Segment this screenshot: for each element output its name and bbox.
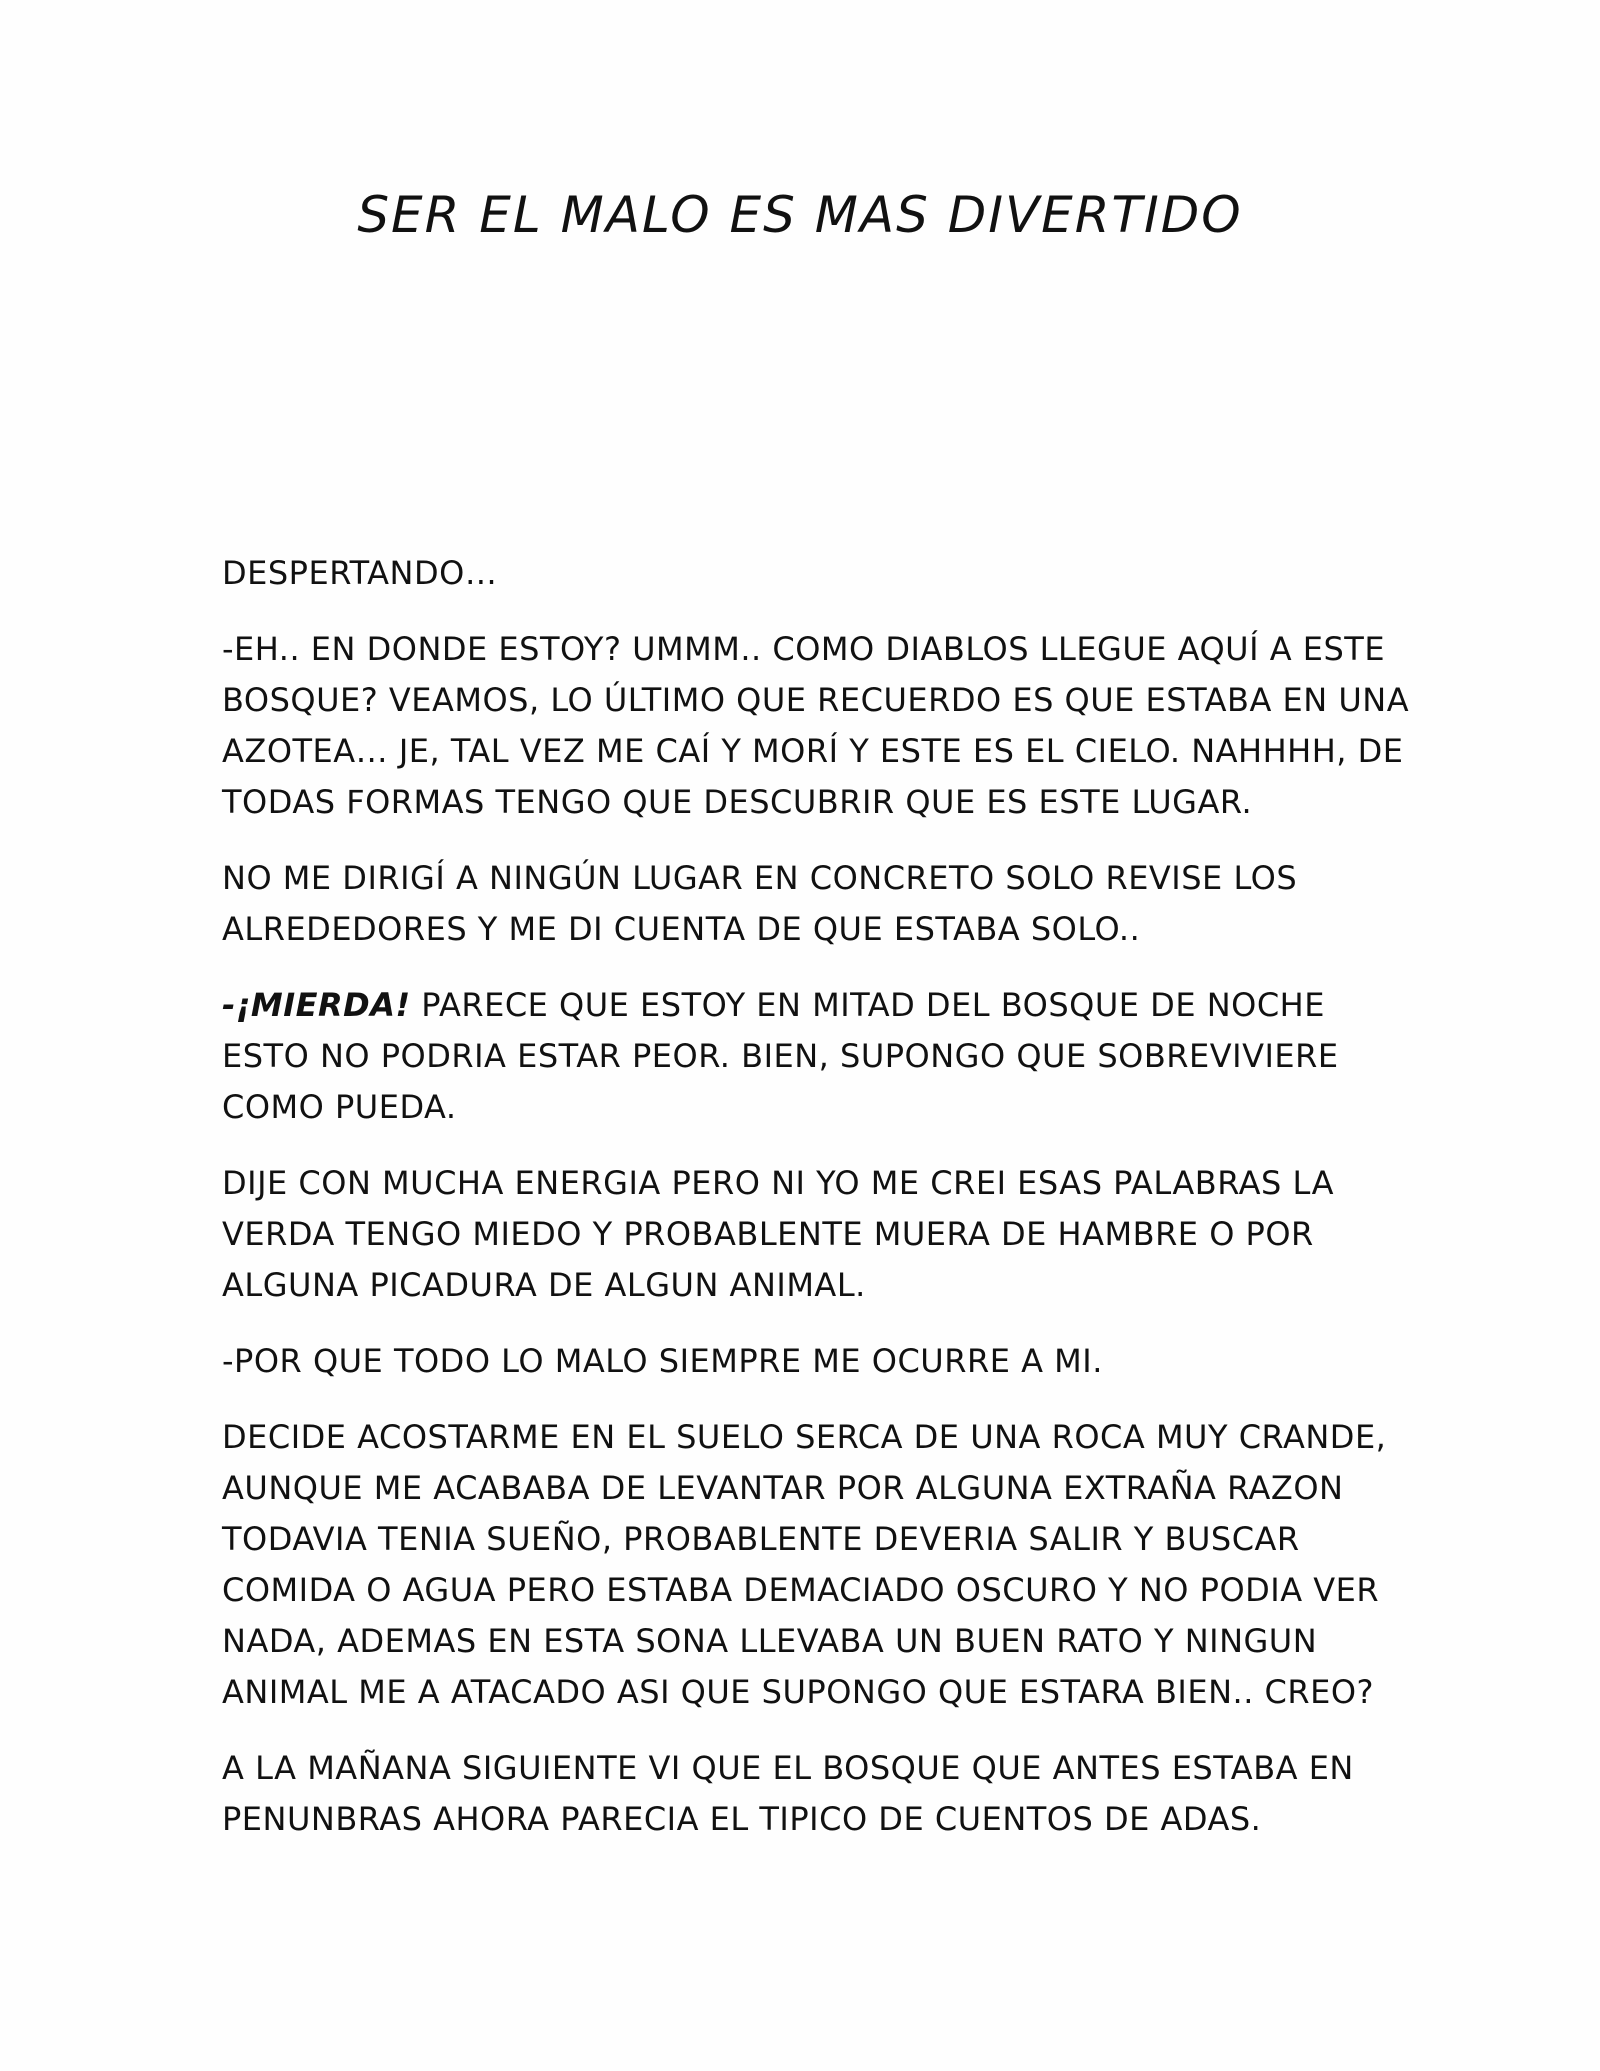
paragraph-5: DIJE CON MUCHA ENERGIA PERO NI YO ME CREI ESAS PALABRAS LA VERDA TENGO MIEDO Y PROBABLENTE MUERA DE HAMBRE O POR ALGUNA PICADURA DE ALGUN ANIMAL. <box>222 1164 1334 1304</box>
page-title: SER EL MALO ES MAS DIVERTIDO <box>357 186 1243 244</box>
paragraph-8: A LA MAÑANA SIGUIENTE VI QUE EL BOSQUE QUE ANTES ESTABA EN PENUNBRAS AHORA PARECIA EL TIPICO DE CUENTOS DE ADAS. <box>222 1749 1354 1838</box>
paragraph-3: NO ME DIRIGÍ A NINGÚN LUGAR EN CONCRETO SOLO REVISE LOS ALREDEDORES Y ME DI CUENTA DE QUE ESTABA SOLO.. <box>222 859 1298 948</box>
paragraph-2: -EH.. EN DONDE ESTOY? UMMM.. COMO DIABLOS LLEGUE AQUÍ A ESTE BOSQUE? VEAMOS, LO ÚLTIMO QUE RECUERDO ES QUE ESTABA EN UNA AZOTEA… JE, TAL VEZ ME CAÍ Y MORÍ Y ESTE ES EL CIELO. NAHHHH, DE TODAS FORMAS TENGO QUE DESCUBRIR QUE ES ESTE LUGAR. <box>222 630 1410 821</box>
paragraph-1: DESPERTANDO… <box>222 554 498 592</box>
paragraph-6: -POR QUE TODO LO MALO SIEMPRE ME OCURRE A MI. <box>222 1342 1103 1380</box>
paragraph-7: DECIDE ACOSTARME EN EL SUELO SERCA DE UNA ROCA MUY CRANDE, AUNQUE ME ACABABA DE LEVANTAR POR ALGUNA EXTRAÑA RAZON TODAVIA TENIA SUEÑO, PROBABLENTE DEVERIA SALIR Y BUSCAR COMIDA O AGUA PERO ESTABA DEMACIADO OSCURO Y NO PODIA VER NADA, ADEMAS EN ESTA SONA LLEVABA UN BUEN RATO Y NINGUN ANIMAL ME A ATACADO ASI QUE SUPONGO QUE ESTARA BIEN.. CREO? <box>222 1418 1387 1711</box>
paragraph-4-text: PARECE QUE ESTOY EN MITAD DEL BOSQUE DE NOCHE ESTO NO PODRIA ESTAR PEOR. BIEN, SUPONGO QUE SOBREVIVIERE COMO PUEDA. <box>222 986 1339 1126</box>
story-body <box>222 548 1422 1870</box>
paragraph-4 <box>222 980 1422 1133</box>
exclamation-emphasis: -¡MIERDA! <box>222 986 411 1024</box>
